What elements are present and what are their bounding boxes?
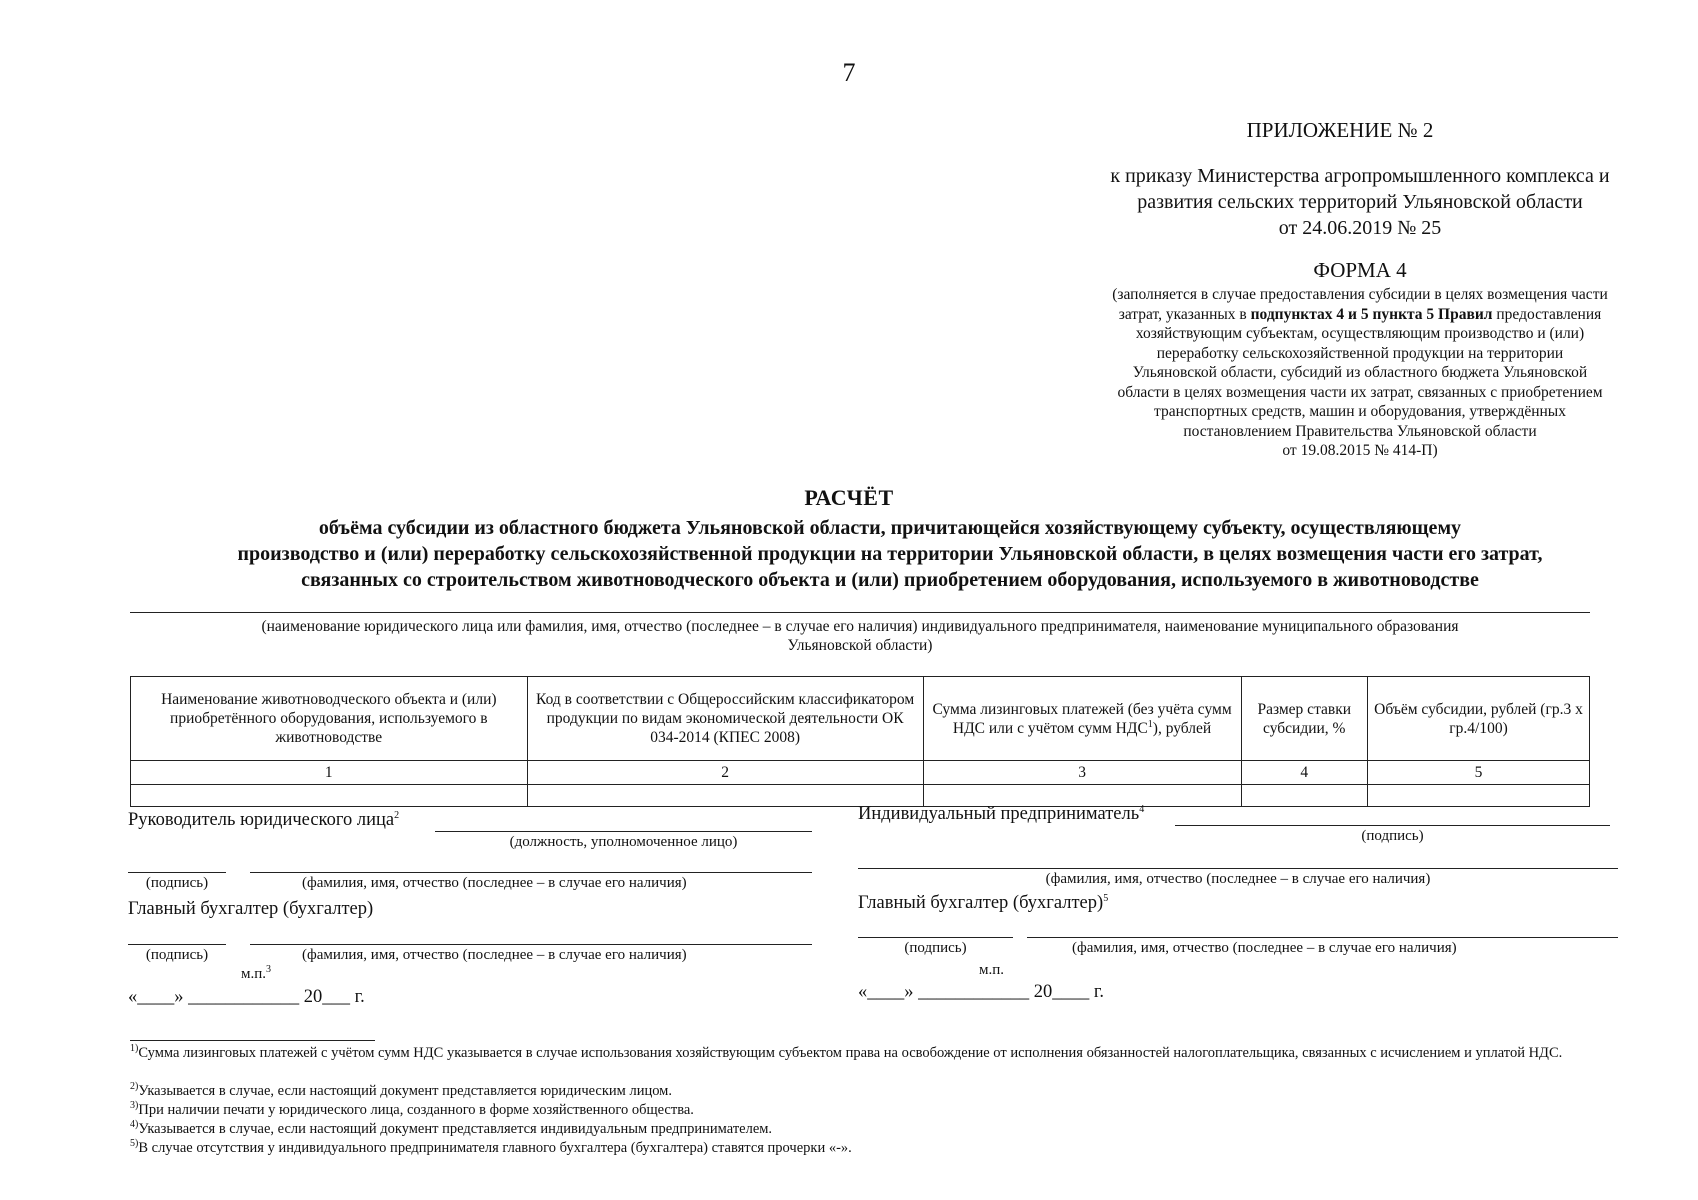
form-note-bold: подпунктах 4 и 5 пункта 5 Правил [1250, 305, 1493, 323]
form-note-line: постановлением Правительства Ульяновской области [1183, 422, 1537, 440]
signature-field-line[interactable] [858, 937, 1013, 938]
form-note-text: затрат, указанных в [1118, 305, 1251, 323]
footnote-mark: 4) [130, 1119, 139, 1131]
signature-caption: (подпись) [145, 947, 209, 963]
fio-field-line[interactable] [250, 872, 812, 873]
footnote-mark: 1) [130, 1043, 139, 1055]
footnote-4 [130, 1120, 1590, 1138]
date-field-left[interactable]: «____» ____________ 20___ г. [128, 987, 365, 1007]
order-line: развития сельских территорий Ульяновской области [1137, 191, 1583, 213]
table-number-row [131, 761, 1590, 785]
annex-title: ПРИЛОЖЕНИЕ № 2 [1246, 118, 1434, 142]
footnote-3 [130, 1101, 1590, 1119]
column-number: 2 [527, 761, 923, 785]
table-header-row [131, 677, 1590, 761]
footnote-ref: 4 [1139, 803, 1145, 815]
form-note-text: предоставления [1492, 305, 1602, 323]
footnote-mark: 3) [130, 1100, 139, 1112]
header-cell-leasing [923, 677, 1241, 761]
footnote-ref: 5 [1103, 892, 1109, 904]
footnote-ref: 3 [266, 964, 272, 975]
order-line: к приказу Министерства агропромышленного комплекса и [1110, 165, 1610, 187]
fio-caption: (фамилия, имя, отчество (последнее – в случае его наличия) [302, 947, 687, 963]
form-note [1060, 285, 1660, 461]
header-cell-rate: Размер ставки субсидии, % [1241, 677, 1368, 761]
entity-name-line [130, 612, 1590, 613]
footnote-text: В случае отсутствия у индивидуального предпринимателя главного бухгалтера (бухгалтера) ставятся прочерки «-». [138, 1140, 852, 1156]
fio-caption: (фамилия, имя, отчество (последнее – в случае его наличия) [302, 875, 687, 891]
order-line: от 24.06.2019 № 25 [1278, 217, 1442, 239]
signature-caption: (подпись) [904, 940, 967, 956]
footnote-2 [130, 1082, 1590, 1100]
table-cell[interactable] [131, 785, 528, 807]
signature-field-line[interactable] [1175, 825, 1610, 826]
table-cell[interactable] [1241, 785, 1368, 807]
form-note-line: переработку сельскохозяйственной продукции на территории [1156, 344, 1564, 362]
page-number: 7 [842, 58, 856, 87]
footnote-1 [130, 1044, 1590, 1062]
legal-entity-head-label [128, 810, 399, 831]
table-cell[interactable] [1368, 785, 1590, 807]
order-reference [1060, 163, 1660, 241]
column-number: 3 [923, 761, 1241, 785]
signature-caption: (подпись) [145, 875, 209, 891]
form-note-line: транспортных средств, машин и оборудования, утверждённых [1154, 403, 1566, 420]
label-text: Главный бухгалтер (бухгалтер) [858, 893, 1104, 913]
signature-field-line[interactable] [128, 944, 226, 945]
header-cell-code: Код в соответствии с Общероссийским классификатором продукции по видам экономической деятельности ОК 034-2014 (КПЕС 2008) [527, 677, 923, 761]
footnote-5 [130, 1139, 1590, 1157]
stamp-place: м.п. [979, 962, 1005, 978]
form-title: ФОРМА 4 [1313, 258, 1407, 282]
fio-caption: (фамилия, имя, отчество (последнее – в случае его наличия) [1072, 940, 1457, 956]
label-text: Индивидуальный предприниматель [858, 804, 1140, 824]
signature-field-line[interactable] [128, 872, 226, 873]
header-text: ), рублей [1152, 719, 1212, 737]
position-field-line[interactable] [435, 831, 812, 832]
stamp-text: м.п. [241, 966, 267, 982]
subtitle-line: производство и (или) переработку сельскохозяйственной продукции на территории Ульяновской области, в целях возмещения части его затрат, [237, 543, 1543, 565]
header-cell-object: Наименование животноводческого объекта и (или) приобретённого оборудования, используемого в животноводстве [131, 677, 528, 761]
footnote-mark: 5) [130, 1138, 139, 1150]
form-note-line: от 19.08.2015 № 414-П) [1282, 442, 1438, 459]
position-caption: (должность, уполномоченное лицо) [509, 834, 738, 850]
footnote-text: Сумма лизинговых платежей с учётом сумм НДС указывается в случае использования хозяйствующим субъектом права на освобождение от исполнения обязанностей налогоплательщика, связанных с исчислением и уплатой НДС. [138, 1045, 1563, 1061]
form-note-line: Ульяновской области, субсидий из областного бюджета Ульяновской [1132, 364, 1588, 381]
caption-line: (наименование юридического лица или фамилия, имя, отчество (последнее – в случае его наличия) индивидуального предпринимателя, наименование муниципального образования [261, 618, 1459, 635]
footnote-ref: 2 [394, 809, 400, 821]
fio-caption: (фамилия, имя, отчество (последнее – в случае его наличия) [1045, 871, 1431, 887]
chief-accountant-label: Главный бухгалтер (бухгалтер) [128, 899, 374, 919]
footnote-mark: 2) [130, 1081, 139, 1093]
calculation-table [130, 676, 1590, 807]
subtitle-line: связанных со строительством животноводческого объекта и (или) приобретением оборудования, используемого в животноводстве [301, 569, 1479, 591]
chief-accountant-label [858, 893, 1108, 914]
column-number: 4 [1241, 761, 1368, 785]
footnote-text: Указывается в случае, если настоящий документ представляется юридическим лицом. [138, 1083, 672, 1099]
form-note-line: области в целях возмещения части их затрат, связанных с приобретением [1117, 383, 1603, 401]
signature-caption: (подпись) [1361, 828, 1424, 844]
header-text: Сумма лизинговых платежей (без учёта сумм НДС или с учётом сумм НДС [932, 700, 1232, 737]
column-number: 5 [1368, 761, 1590, 785]
fio-field-line[interactable] [1027, 937, 1618, 938]
fio-field-line[interactable] [858, 868, 1618, 869]
footnote-ref: 1 [1147, 718, 1153, 730]
stamp-place [241, 966, 271, 983]
entity-caption [130, 617, 1590, 655]
fio-field-line[interactable] [250, 944, 812, 945]
date-field-right[interactable]: «____» ____________ 20____ г. [858, 982, 1105, 1002]
caption-line: Ульяновской области) [787, 637, 933, 654]
header-cell-subsidy: Объём субсидии, рублей (гр.3 х гр.4/100) [1368, 677, 1590, 761]
column-number: 1 [131, 761, 528, 785]
form-note-line [1060, 305, 1660, 325]
subtitle-line: объёма субсидии из областного бюджета Ульяновской области, причитающейся хозяйствующему субъекту, осуществляющему [318, 517, 1462, 539]
footnote-text: При наличии печати у юридического лица, созданного в форме хозяйственного общества. [138, 1102, 694, 1118]
form-note-line: хозяйствующим субъектам, осуществляющим производство и (или) [1135, 325, 1585, 342]
footnote-text: Указывается в случае, если настоящий документ представляется индивидуальным предпринимателем. [138, 1121, 773, 1137]
document-title: РАСЧЁТ [804, 485, 894, 510]
entrepreneur-label [858, 804, 1144, 825]
label-text: Руководитель юридического лица [128, 810, 395, 830]
form-note-line: (заполняется в случае предоставления субсидии в целях возмещения части [1112, 286, 1608, 303]
document-subtitle [120, 515, 1660, 593]
footnote-separator [130, 1040, 375, 1041]
